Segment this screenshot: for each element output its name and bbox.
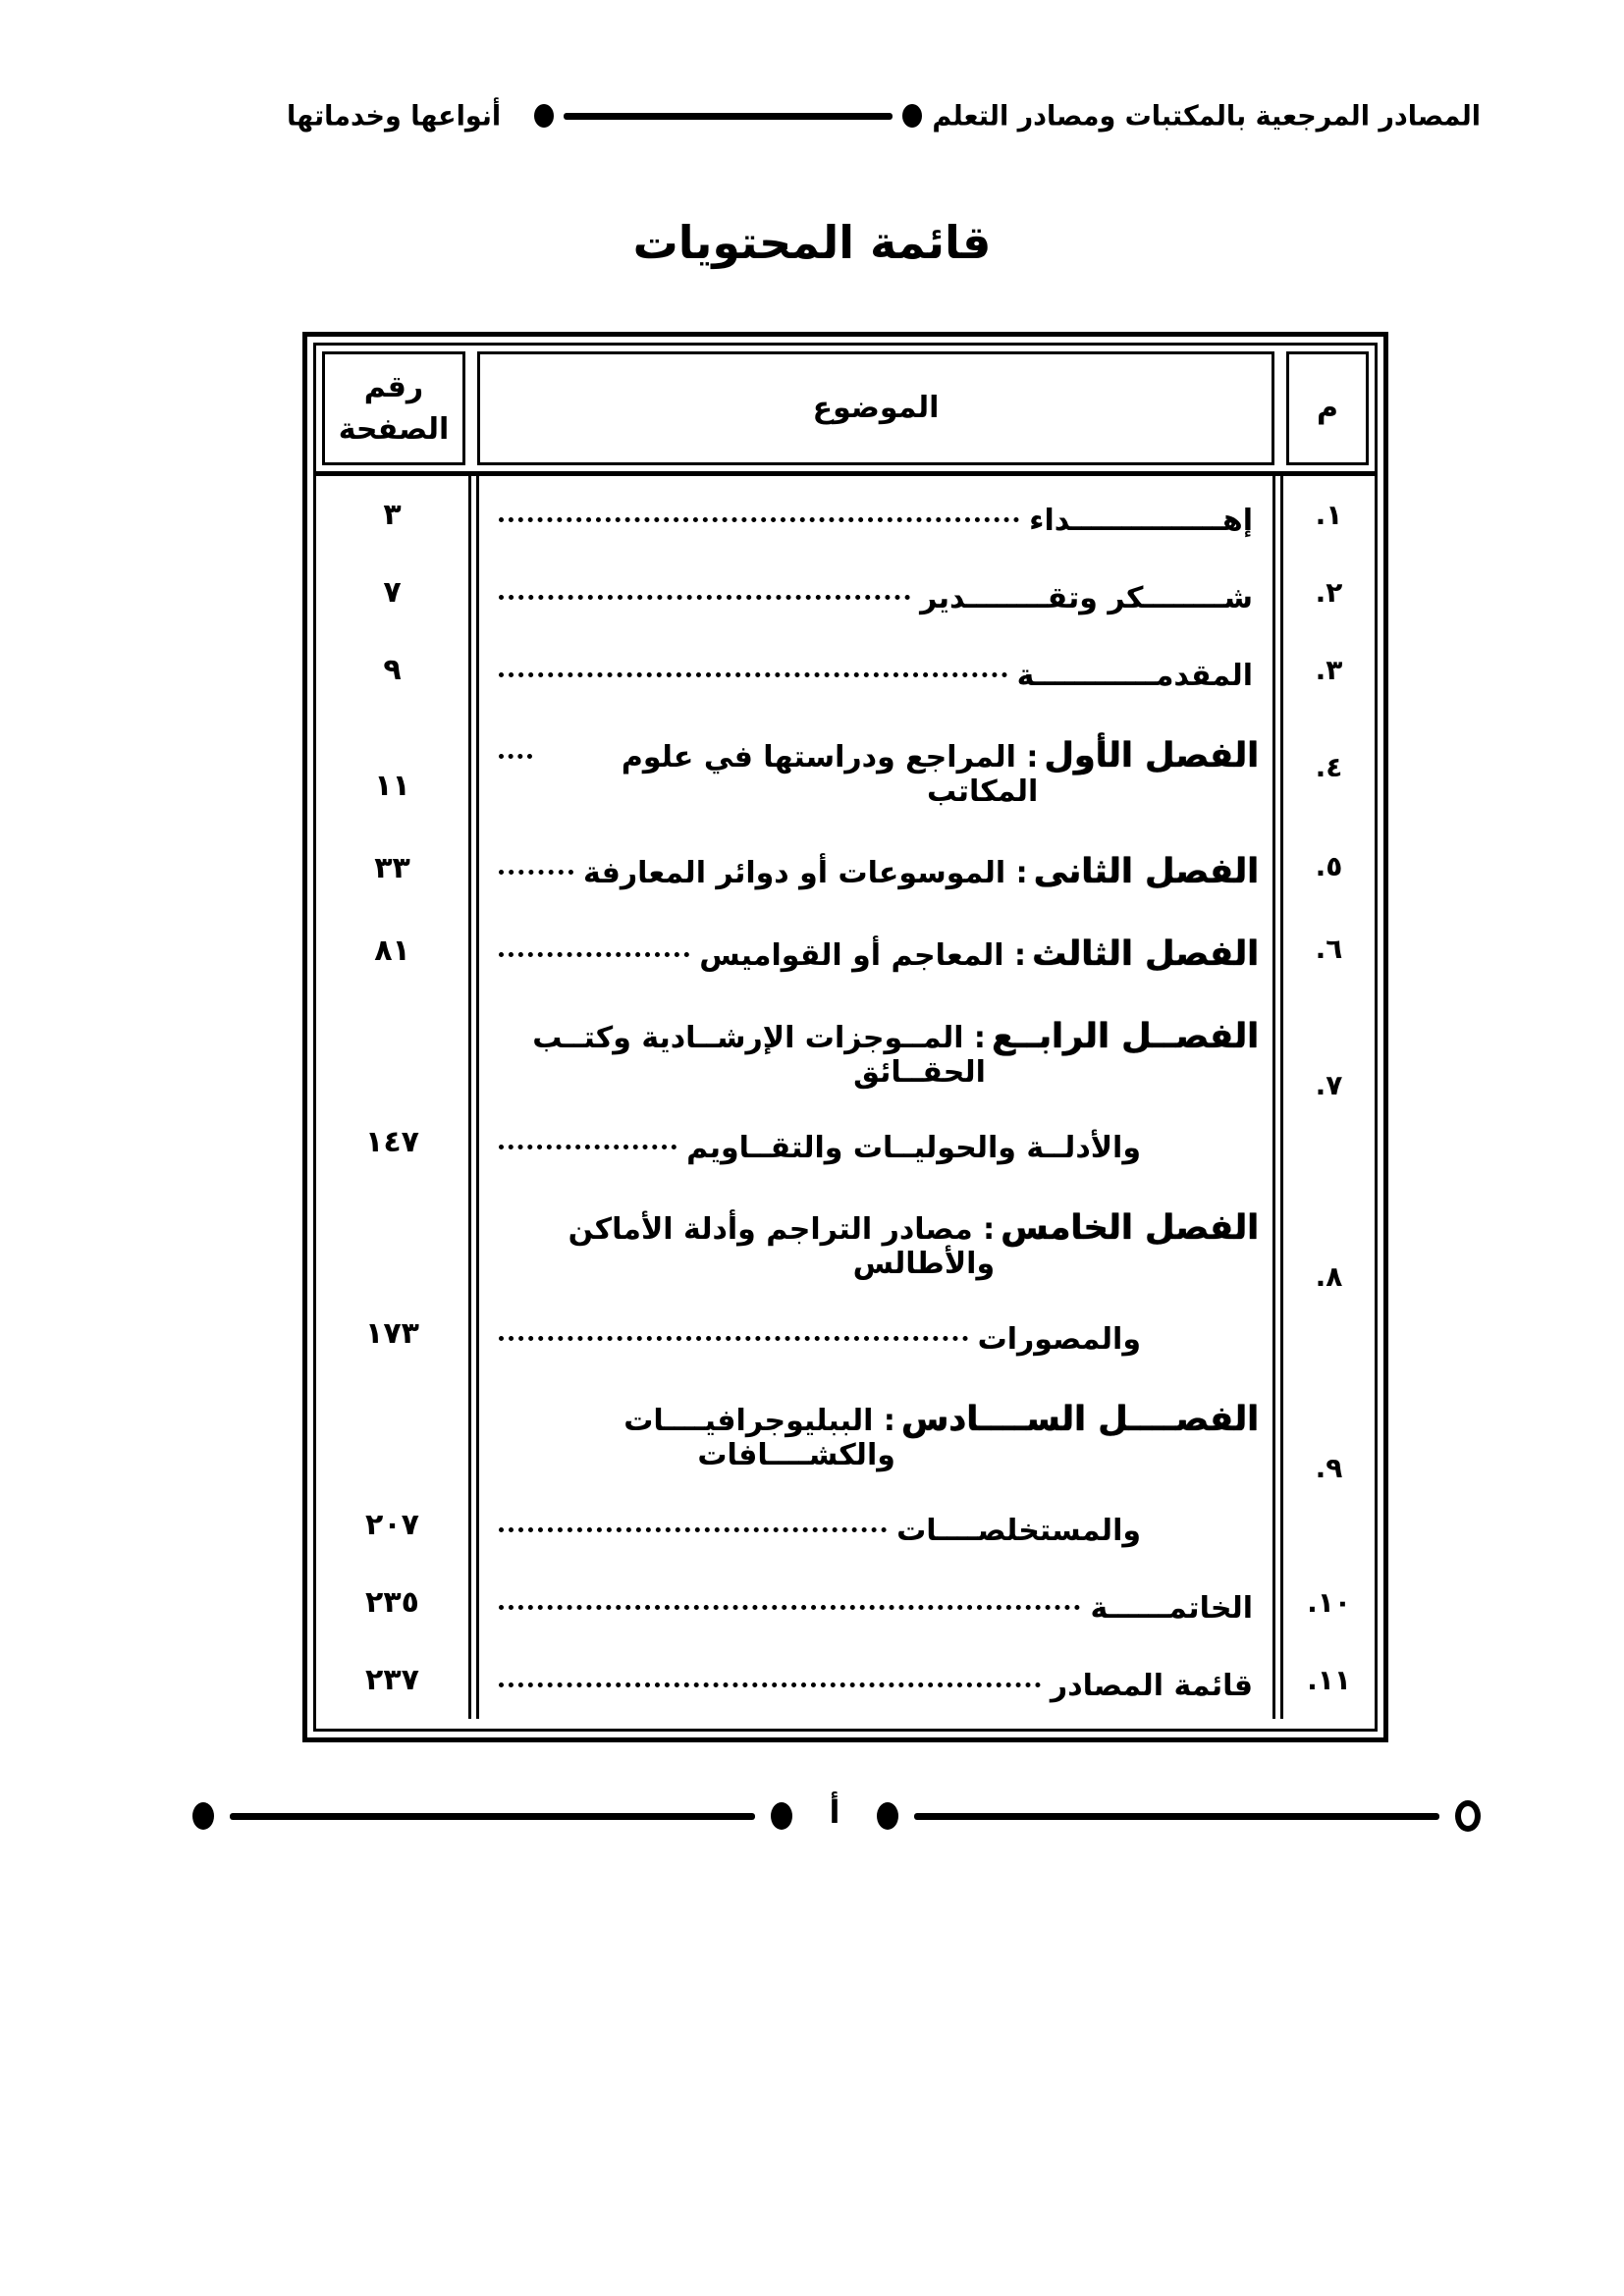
entry-page-cell bbox=[316, 907, 471, 989]
entry-title-text: الخاتمــــــة bbox=[1090, 1591, 1253, 1626]
entry-number: ٤. bbox=[1315, 750, 1343, 783]
dotted-leader bbox=[499, 870, 573, 875]
entry-number-cell bbox=[1280, 989, 1375, 1181]
chapter-label: الفصــــل الســــادس bbox=[900, 1400, 1259, 1439]
entry-title-text: : المــوجزات الإرشــادية وكتــب الحقــائق bbox=[532, 1021, 986, 1090]
entry-page-number: ١١ bbox=[374, 769, 410, 803]
entry-title-line bbox=[495, 631, 1259, 709]
entry-title-text: : الببليوجرافيــــات والكشــــافات bbox=[623, 1404, 895, 1472]
entry-topic-cell bbox=[476, 907, 1275, 989]
entry-number: ٩. bbox=[1315, 1452, 1343, 1484]
dotted-leader bbox=[499, 595, 910, 600]
dotted-leader bbox=[499, 517, 1019, 522]
entry-topic-cell bbox=[476, 476, 1275, 554]
entry-number-cell bbox=[1280, 907, 1375, 989]
entry-title-text2: والأدلــة والحوليــات والتقــاويم bbox=[686, 1131, 1141, 1165]
table-body bbox=[316, 476, 1375, 1729]
entry-number-cell bbox=[1280, 554, 1375, 631]
entry-page-number: ٢٣٥ bbox=[365, 1585, 419, 1620]
chapter-label: الفصــل الرابــع bbox=[991, 1017, 1259, 1056]
entry-page-number: ٧ bbox=[383, 575, 402, 610]
entry-page-number: ٢٠٧ bbox=[365, 1508, 419, 1542]
running-head bbox=[287, 92, 1481, 139]
entry-topic-cell bbox=[476, 631, 1275, 709]
chapter-label: الفصل الأول bbox=[1044, 736, 1259, 775]
running-head-left-text: أنواعها وخدماتها bbox=[287, 99, 502, 133]
entry-page-cell bbox=[316, 1564, 471, 1641]
entry-title-line bbox=[495, 1372, 1259, 1472]
column-header-topic: الموضوع bbox=[477, 351, 1274, 465]
entry-page-number: ٨١ bbox=[374, 934, 410, 968]
entry-page-cell bbox=[316, 631, 471, 709]
entry-number: ٢. bbox=[1315, 576, 1343, 609]
footer-rule-left bbox=[230, 1813, 755, 1820]
entry-page-number: ١٧٣ bbox=[365, 1316, 419, 1351]
entry-title-line bbox=[495, 1564, 1259, 1641]
entry-title-text: قائمة المصادر bbox=[1050, 1669, 1253, 1703]
entry-topic-cell bbox=[476, 825, 1275, 907]
entry-number-cell bbox=[1280, 709, 1375, 825]
entry-title-line bbox=[495, 1181, 1259, 1281]
bullet-dot-icon bbox=[902, 104, 922, 128]
page-letter: أ bbox=[829, 1793, 840, 1831]
toc-table bbox=[302, 332, 1388, 1742]
entry-topic-cell bbox=[476, 709, 1275, 825]
entry-page-number: ٩ bbox=[383, 653, 402, 687]
entry-title-line bbox=[495, 907, 1259, 989]
bullet-dot-icon bbox=[877, 1802, 898, 1830]
ring-icon bbox=[1455, 1800, 1481, 1832]
entry-page-cell bbox=[316, 1372, 471, 1564]
entry-title-line bbox=[495, 554, 1259, 631]
entry-title-text: شــــــــكر وتقــــــــدير bbox=[920, 581, 1253, 615]
dotted-leader bbox=[499, 1682, 1041, 1687]
footer-rule-right bbox=[914, 1813, 1439, 1820]
page-title: قائمة المحتويات bbox=[632, 216, 992, 269]
toc-table-inner bbox=[313, 343, 1378, 1732]
entry-page-cell bbox=[316, 554, 471, 631]
entry-topic-cell bbox=[476, 554, 1275, 631]
entry-page-cell bbox=[316, 989, 471, 1181]
entry-page-cell bbox=[316, 825, 471, 907]
entry-topic-cell bbox=[476, 1641, 1275, 1719]
page-footer bbox=[192, 1790, 1481, 1842]
chapter-label: الفصل الخامس bbox=[1001, 1208, 1259, 1248]
chapter-label: الفصل الثالث bbox=[1031, 934, 1259, 974]
entry-title-line bbox=[495, 1641, 1259, 1719]
entry-number-cell bbox=[1280, 825, 1375, 907]
entry-number-cell bbox=[1280, 1641, 1375, 1719]
entry-title-line2 bbox=[495, 1322, 1259, 1372]
entry-title-line bbox=[495, 825, 1259, 907]
entry-topic-cell bbox=[476, 989, 1275, 1181]
column-header-page: رقم الصفحة bbox=[322, 351, 465, 465]
entry-number-cell bbox=[1280, 1564, 1375, 1641]
entry-page-cell bbox=[316, 709, 471, 825]
entry-title-line2 bbox=[495, 1514, 1259, 1564]
entry-number-cell bbox=[1280, 1181, 1375, 1372]
table-header-row bbox=[316, 346, 1375, 476]
entry-topic-cell bbox=[476, 1181, 1275, 1372]
entry-page-number: ٢٣٧ bbox=[365, 1663, 419, 1697]
dotted-leader bbox=[499, 1336, 968, 1341]
entry-topic-cell bbox=[476, 1372, 1275, 1564]
entry-title-line bbox=[495, 709, 1259, 825]
dotted-leader bbox=[499, 672, 1007, 677]
entry-number: ٥. bbox=[1315, 849, 1343, 882]
entry-title-line2 bbox=[495, 1131, 1259, 1181]
entry-number: ١. bbox=[1315, 499, 1343, 531]
entry-title-text2: والمصورات bbox=[977, 1322, 1141, 1357]
entry-title-text2: والمستخلصــــات bbox=[896, 1514, 1141, 1548]
entry-title-text: إهـــــــــــــــداء bbox=[1029, 504, 1253, 538]
entry-page-number: ١٤٧ bbox=[365, 1125, 419, 1159]
dotted-leader bbox=[499, 1605, 1080, 1610]
entry-number: ٧. bbox=[1315, 1069, 1343, 1101]
entry-title-text: : المعاجم أو القواميس bbox=[699, 938, 1026, 973]
bullet-dot-icon bbox=[192, 1802, 214, 1830]
entry-title-text: : الموسوعات أو دوائر المعارفة bbox=[583, 856, 1028, 890]
entry-title-line bbox=[495, 476, 1259, 554]
entry-page-number: ٣ bbox=[383, 498, 402, 532]
dotted-leader bbox=[499, 1145, 677, 1149]
entry-number: ٦. bbox=[1315, 932, 1343, 965]
dotted-leader bbox=[499, 754, 532, 759]
entry-number: ١٠. bbox=[1307, 1586, 1351, 1619]
entry-page-cell bbox=[316, 476, 471, 554]
entry-title-text: : المراجع ودراستها في علوم المكاتب bbox=[621, 740, 1039, 809]
header-rule bbox=[564, 113, 893, 120]
entry-number: ٣. bbox=[1315, 654, 1343, 686]
bullet-dot-icon bbox=[534, 104, 554, 128]
entry-page-number: ٣٣ bbox=[374, 851, 410, 885]
running-head-right-text: المصادر المرجعية بالمكتبات ومصادر التعلم bbox=[932, 99, 1481, 133]
bullet-dot-icon bbox=[771, 1802, 792, 1830]
entry-topic-cell bbox=[476, 1564, 1275, 1641]
dotted-leader bbox=[499, 952, 689, 957]
entry-page-cell bbox=[316, 1641, 471, 1719]
entry-number-cell bbox=[1280, 1372, 1375, 1564]
entry-number: ٨. bbox=[1315, 1260, 1343, 1293]
entry-number-cell bbox=[1280, 476, 1375, 554]
entry-title-line bbox=[495, 989, 1259, 1090]
column-header-num: م bbox=[1286, 351, 1369, 465]
entry-title-text: المقدمــــــــــــة bbox=[1016, 659, 1253, 693]
chapter-label: الفصل الثانى bbox=[1033, 852, 1259, 891]
entry-page-cell bbox=[316, 1181, 471, 1372]
entry-number-cell bbox=[1280, 631, 1375, 709]
entry-title-text: : مصادر التراجم وأدلة الأماكن والأطالس bbox=[568, 1212, 996, 1281]
entry-number: ١١. bbox=[1307, 1664, 1351, 1696]
dotted-leader bbox=[499, 1527, 887, 1532]
